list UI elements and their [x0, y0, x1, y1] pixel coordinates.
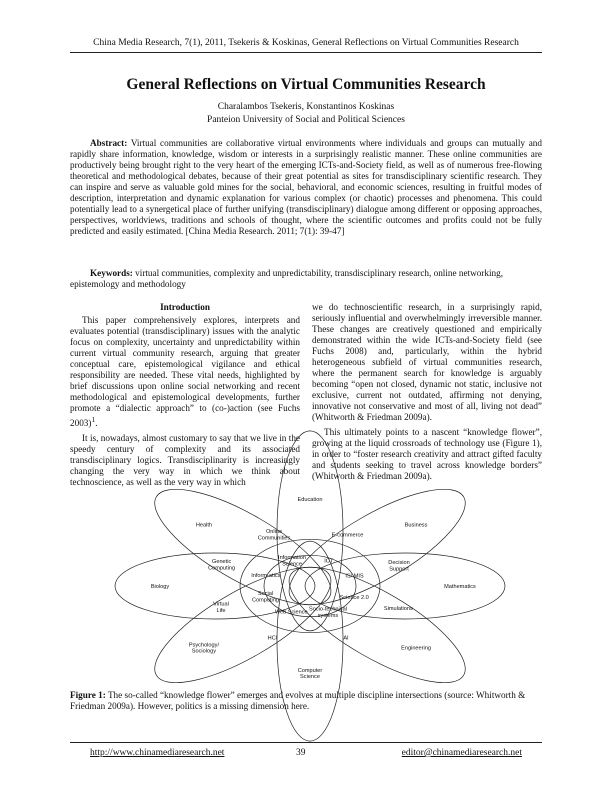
footer-email-link[interactable]: editor@chinamediaresearch.net: [401, 748, 522, 758]
right-column: [312, 302, 542, 486]
affiliation: Panteion University of Social and Political Sciences: [207, 115, 405, 125]
petal-outline: [274, 468, 480, 625]
paragraph: we do technoscientific research, in a surprisingly rapid, seriously influential and overwhelmingly irreversible manner. These changes are creatively questioned and empirically demonstrated within the wide ICTs-and-Society field (see Fuchs 2008) and, particularly, within the hybrid heterogeneous subfield of virtual communities research, where the permanent search for knowledge is arguably becoming “open not closed, dynamic not static, inclusive not exclusive, current not outdated, affirming not denying, innovative not conservative and most of all, living not dead” (Whitworth & Friedman 2009a).: [312, 302, 542, 422]
page-number: 39: [296, 748, 306, 758]
knowledge-flower-figure: [130, 497, 490, 681]
inner-field-label: Socio-technical systems: [309, 606, 347, 620]
keywords-label: Keywords:: [90, 268, 133, 278]
running-header: China Media Research, 7(1), 2011, Tsekeris & Koskinas, General Reflections on Virtual Communities Research: [93, 38, 519, 48]
inner-field-label: Science 2.0: [339, 594, 369, 601]
inner-field-label: Web Science: [274, 609, 308, 616]
mid-field-label: Virtual Life: [213, 601, 229, 615]
paper-title: General Reflections on Virtual Communities Research: [126, 76, 486, 93]
figure-labels: [151, 497, 476, 680]
paragraph: [70, 315, 300, 429]
inner-field-label: Inform-atics: [251, 573, 281, 580]
abstract: [70, 138, 542, 237]
abstract-text: Virtual communities are collaborative virtual environments where individuals and groups can mutually and rapidly share information, knowledge, wisdom or interests in a surprisingly realistic manner. These online communities are productively being brought right to the very heart of the emerging ICTs-and-Society field, as well as of numerous free-flowing theoretical and methodological debates, because of their great potential as sites for transdisciplinary scientific research. They can inspire and serve as valuable gold mines for the social, behavioral, and economic sciences, resulting in fruitful modes of description, interpretation and dynamic explanation for various complex (or chaotic) processes and phenomena. This could potentially lead to a synergetical place of further unifying (transdisciplinary) dialogue among different or opposing approaches, perspectives, worldviews, traditions and schools of thought, where the scientific outcomes and profits could not be fully predicted and easily estimated. [China Media Research. 2011; 7(1): 39-47]: [70, 138, 542, 236]
footnote-marker: 1: [91, 415, 96, 424]
keywords: [70, 268, 542, 290]
mid-field-label: Simulations: [383, 605, 413, 612]
footer-website-link[interactable]: http://www.chinamediaresearch.net: [90, 748, 225, 758]
caption-text: The so-called “knowledge flower” emerges and evolves at multiple discipline intersections (source: Whitworth & Friedman 2009a). However, politics is a missing dimension here.: [70, 690, 526, 711]
outer-discipline-label: Education: [297, 497, 323, 503]
authors: Charalambos Tsekeris, Konstantinos Koskinas: [217, 102, 395, 112]
outer-discipline-label: Biology: [150, 584, 170, 590]
outer-discipline-label: Business: [404, 522, 428, 529]
mid-field-label: Decision Support: [388, 559, 410, 573]
caption-label: Figure 1:: [70, 690, 106, 700]
paragraph-end: .: [95, 418, 98, 429]
inner-field-label: Information Science: [278, 554, 307, 568]
mid-field-label: HCI: [267, 635, 278, 642]
outer-discipline-label: Mathematics: [444, 584, 476, 590]
section-heading: Introduction: [160, 302, 210, 312]
header-rule: [70, 52, 542, 53]
left-column: [70, 302, 300, 492]
paragraph-text: This paper comprehensively explores, interprets and evaluates potential (transdisciplinary) issues with the analytic focus on complexity, uncertainty and unpredictability within current virtual community research, arguing that greater conceptual care, epistemological vigilance and ethical responsibility are needed. These vital needs, highlighted by brief discussions upon online social networking and recent methodological and epistemological developments, further promote a “dialectic approach” to (co-)action (see Fuchs 2003): [70, 315, 300, 429]
inner-field-label: IS/ MIS: [345, 573, 364, 580]
outer-discipline-label: Health: [195, 522, 213, 529]
mid-field-label: Online Communities: [257, 529, 291, 542]
outer-discipline-label: Computer Science: [297, 667, 323, 681]
mid-field-label: AI: [343, 635, 349, 642]
outer-discipline-label: Psychology/ Sociology: [188, 642, 220, 655]
figure-caption: [70, 690, 542, 712]
paragraph: It is, nowadays, almost customary to say that we live in the speedy century of complexity and its associated transdisciplinary logics. Transdisciplinarity is increasingly changing the very way in which we think about technoscience, as well as the very way in which: [70, 433, 300, 488]
paragraph: This ultimately points to a nascent “knowledge flower”, growing at the liquid crossroads of technology use (Figure 1), in order to “foster research creativity and attract gifted faculty and students seeking to travel across knowledge borders” (Whitworth & Friedman 2009a).: [312, 427, 542, 481]
inner-field-label: Social Computing: [251, 591, 280, 604]
keywords-text: virtual communities, complexity and unpredictability, transdisciplinary research, online networking, epistemology and methodology: [70, 268, 503, 289]
mid-field-label: Genetic Computing: [208, 559, 236, 572]
abstract-label: Abstract:: [90, 138, 128, 148]
inner-field-label: ICT: [324, 558, 334, 565]
middle-circle: [240, 539, 380, 632]
mid-field-label: E-commerce: [331, 532, 364, 539]
outer-discipline-label: Engineering: [401, 645, 431, 652]
footer-rule: [70, 742, 542, 743]
